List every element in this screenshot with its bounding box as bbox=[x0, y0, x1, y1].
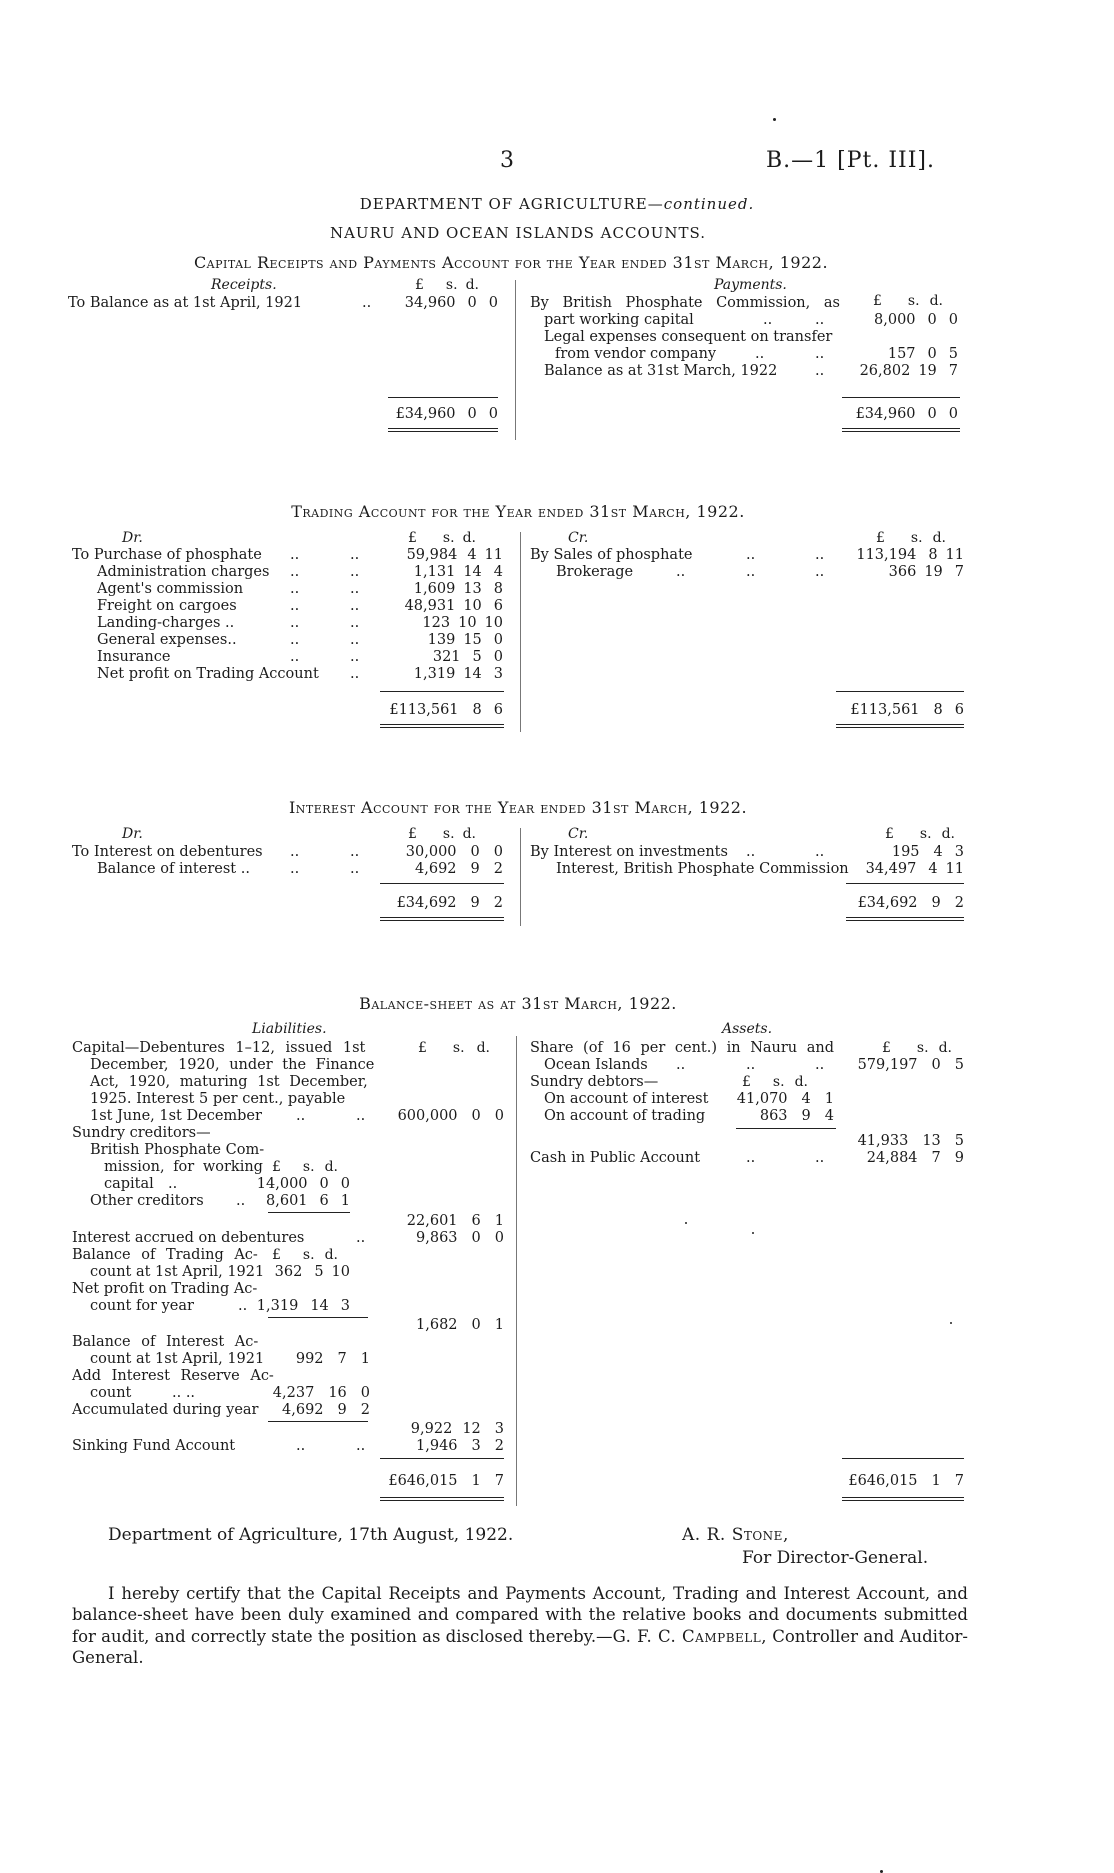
payment-line: Legal expenses consequent on transfer bbox=[544, 329, 833, 345]
liability-amount: 22,601 6 1 bbox=[406, 1213, 504, 1229]
trading-total-left: £113,561 8 6 bbox=[389, 702, 503, 718]
rule bbox=[842, 1497, 964, 1498]
rule bbox=[842, 1500, 964, 1501]
leader-dots: .. bbox=[815, 844, 825, 860]
payment-line: By British Phosphate Commission, as bbox=[530, 295, 840, 311]
rule bbox=[380, 920, 504, 921]
liability-line: count at 1st April, 1921 bbox=[90, 1264, 265, 1280]
liability-line: Accumulated during year bbox=[72, 1402, 259, 1418]
rule bbox=[836, 727, 964, 728]
leader-dots: .. bbox=[676, 564, 686, 580]
debit-amount: 48,931 10 6 bbox=[404, 598, 503, 614]
sub-amount: 4,692 9 2 bbox=[282, 1402, 370, 1418]
sub-amount: 14,000 0 0 bbox=[256, 1176, 350, 1192]
debit-line: General expenses.. bbox=[97, 632, 237, 648]
column-rule bbox=[520, 828, 521, 926]
sub-amount: 362 5 10 bbox=[274, 1264, 350, 1280]
leader-dots: .. bbox=[350, 649, 360, 665]
rule bbox=[380, 724, 504, 725]
debit-amount: 123 10 10 bbox=[422, 615, 503, 631]
leader-dots: .. bbox=[815, 346, 825, 362]
leader-dots: .. bbox=[290, 861, 300, 877]
debit-amount: 1,319 14 3 bbox=[413, 666, 503, 682]
leader-dots: .. bbox=[290, 547, 300, 563]
payments-heading: Payments. bbox=[714, 277, 787, 293]
asset-amount: 24,884 7 9 bbox=[866, 1150, 964, 1166]
credit-heading: Cr. bbox=[568, 826, 589, 842]
interest-total-left: £34,692 9 2 bbox=[396, 895, 503, 911]
payment-line: from vendor company bbox=[555, 346, 717, 362]
department-date: Department of Agriculture, 17th August, 1922. bbox=[108, 1525, 514, 1545]
debit-line: Insurance bbox=[97, 649, 171, 665]
accounts-heading: NAURU AND OCEAN ISLANDS ACCOUNTS. bbox=[329, 224, 707, 242]
liability-line: Balance of Trading Ac- bbox=[72, 1247, 258, 1263]
sub-amount: 4,237 16 0 bbox=[272, 1385, 370, 1401]
rule bbox=[836, 691, 964, 692]
leader-dots: .. bbox=[290, 598, 300, 614]
signer-title: For Director-General. bbox=[742, 1548, 929, 1568]
liability-line: Balance of Interest Ac- bbox=[72, 1334, 259, 1350]
leader-dots: .. bbox=[676, 1057, 686, 1073]
rule bbox=[380, 727, 504, 728]
credit-amount: 113,194 8 11 bbox=[856, 547, 964, 563]
lsd-header-right: £ s. d. bbox=[873, 293, 943, 309]
leader-dots: .. bbox=[356, 1438, 366, 1454]
liability-line: 1st June, 1st December bbox=[90, 1108, 262, 1124]
debit-line: Freight on cargoes bbox=[97, 598, 237, 614]
asset-amount: 41,933 13 5 bbox=[857, 1133, 964, 1149]
rule bbox=[846, 920, 964, 921]
leader-dots: .. bbox=[296, 1108, 306, 1124]
leader-dots: .. bbox=[290, 615, 300, 631]
leader-dots: .. bbox=[815, 312, 825, 328]
sub-amount: 41,070 4 1 bbox=[736, 1091, 834, 1107]
liability-amount: 1,682 0 1 bbox=[416, 1317, 504, 1333]
leader-dots: .. bbox=[236, 1193, 246, 1209]
debit-line: Landing-charges .. bbox=[97, 615, 235, 631]
assets-heading: Assets. bbox=[722, 1021, 773, 1037]
capital-account-title: Capital Receipts and Payments Account for the Year ended 31st March, 1922. bbox=[193, 253, 829, 272]
lsd-subheader: £ s. d. bbox=[272, 1159, 338, 1175]
rule bbox=[388, 397, 498, 398]
debit-amount: 1,131 14 4 bbox=[413, 564, 503, 580]
receipt-amount: 34,960 0 0 bbox=[404, 295, 498, 311]
debit-amount: 139 15 0 bbox=[427, 632, 503, 648]
liability-line: Capital—Debentures 1–12, issued 1st bbox=[72, 1040, 366, 1056]
leader-dots: .. bbox=[755, 346, 765, 362]
asset-line: Sundry debtors— bbox=[530, 1074, 659, 1090]
liability-line: December, 1920, under the Finance bbox=[90, 1057, 375, 1073]
sub-amount: 1,319 14 3 bbox=[256, 1298, 350, 1314]
rule bbox=[842, 1458, 964, 1459]
credit-line: By Interest on investments bbox=[530, 844, 728, 860]
leader-dots: .. bbox=[356, 1230, 366, 1246]
debit-heading: Dr. bbox=[122, 826, 143, 842]
liability-line: Act, 1920, maturing 1st December, bbox=[90, 1074, 368, 1090]
leader-dots: .. bbox=[356, 1108, 366, 1124]
leader-dots: .. bbox=[815, 564, 825, 580]
liability-line: Sinking Fund Account bbox=[72, 1438, 236, 1454]
debit-amount: 30,000 0 0 bbox=[405, 844, 503, 860]
leader-dots: .. bbox=[290, 632, 300, 648]
leader-dots: .. bbox=[350, 666, 360, 682]
speck bbox=[950, 1322, 952, 1324]
interest-total-right: £34,692 9 2 bbox=[857, 895, 964, 911]
debit-line: Administration charges bbox=[97, 564, 270, 580]
debit-line: Net profit on Trading Account bbox=[97, 666, 319, 682]
lsd-header-left: £ s. d. bbox=[408, 530, 476, 546]
leader-dots: .. bbox=[350, 564, 360, 580]
leader-dots: .. bbox=[290, 844, 300, 860]
leader-dots: .. bbox=[746, 547, 756, 563]
payment-line: part working capital bbox=[544, 312, 694, 328]
liability-line: 1925. Interest 5 per cent., payable bbox=[90, 1091, 346, 1107]
credit-heading: Cr. bbox=[568, 530, 589, 546]
rule bbox=[846, 883, 964, 884]
leader-dots: .. bbox=[746, 1057, 756, 1073]
liability-amount: 9,863 0 0 bbox=[416, 1230, 504, 1246]
interest-account-title: Interest Account for the Year ended 31st March, 1922. bbox=[288, 798, 748, 817]
credit-line: By Sales of phosphate bbox=[530, 547, 693, 563]
rule bbox=[842, 428, 960, 429]
leader-dots: .. bbox=[815, 547, 825, 563]
payment-line: Balance as at 31st March, 1922 bbox=[544, 363, 778, 379]
credit-line: Brokerage bbox=[556, 564, 634, 580]
lsd-header-right: £ s. d. bbox=[876, 530, 946, 546]
receipts-heading: Receipts. bbox=[211, 277, 277, 293]
credit-amount: 34,497 4 11 bbox=[865, 861, 964, 877]
liability-amount: 600,000 0 0 bbox=[397, 1108, 504, 1124]
balance-sheet-title: Balance-sheet as at 31st March, 1922. bbox=[359, 994, 677, 1013]
liability-line: count at 1st April, 1921 bbox=[90, 1351, 265, 1367]
leader-dots: .. bbox=[350, 547, 360, 563]
leader-dots: .. bbox=[746, 564, 756, 580]
leader-dots: .. bbox=[362, 295, 372, 311]
asset-line: On account of trading bbox=[544, 1108, 706, 1124]
leader-dots: .. .. bbox=[172, 1385, 196, 1401]
leader-dots: .. bbox=[350, 598, 360, 614]
leader-dots: .. bbox=[763, 312, 773, 328]
rule bbox=[380, 1497, 504, 1498]
liabilities-heading: Liabilities. bbox=[252, 1021, 327, 1037]
leader-dots: .. bbox=[815, 363, 825, 379]
payment-amount: 8,000 0 0 bbox=[874, 312, 958, 328]
rule bbox=[842, 397, 960, 398]
capital-total-right: £34,960 0 0 bbox=[855, 406, 958, 422]
leader-dots: .. bbox=[350, 861, 360, 877]
sub-amount: 992 7 1 bbox=[295, 1351, 370, 1367]
leader-dots: .. bbox=[290, 564, 300, 580]
column-rule bbox=[520, 532, 521, 732]
asset-line: Cash in Public Account bbox=[530, 1150, 701, 1166]
debit-amount: 321 5 0 bbox=[432, 649, 503, 665]
rule bbox=[836, 724, 964, 725]
receipt-line: To Balance as at 1st April, 1921 bbox=[68, 295, 303, 311]
leader-dots: .. bbox=[296, 1438, 306, 1454]
leader-dots: .. bbox=[746, 844, 756, 860]
credit-amount: 366 19 7 bbox=[888, 564, 964, 580]
liability-line: Add Interest Reserve Ac- bbox=[72, 1368, 274, 1384]
department-heading: DEPARTMENT OF AGRICULTURE—continued. bbox=[359, 195, 755, 213]
liability-line: count bbox=[90, 1385, 132, 1401]
audit-certificate: I hereby certify that the Capital Receipts and Payments Account, Trading and Interest Account, and balance-sheet have been duly examined and compared with the relative books and documents submitted for audit, and correctly state the position as disclosed thereby.—G. F. C. Campbell, Controller and Auditor-General. bbox=[72, 1584, 968, 1668]
leader-dots: .. bbox=[350, 581, 360, 597]
credit-line: Interest, British Phosphate Commission bbox=[556, 861, 849, 877]
rule bbox=[380, 691, 504, 692]
liability-line: Other creditors bbox=[90, 1193, 204, 1209]
rule bbox=[268, 1421, 368, 1422]
rule bbox=[380, 1500, 504, 1501]
leader-dots: .. bbox=[290, 581, 300, 597]
debit-line: To Purchase of phosphate bbox=[72, 547, 262, 563]
leader-dots: .. bbox=[290, 649, 300, 665]
liability-amount: 9,922 12 3 bbox=[410, 1421, 504, 1437]
debit-line: Agent's commission bbox=[97, 581, 244, 597]
leader-dots: .. bbox=[350, 615, 360, 631]
lsd-header-right: £ s. d. bbox=[885, 826, 955, 842]
capital-total-left: £34,960 0 0 bbox=[395, 406, 498, 422]
liability-line: count for year bbox=[90, 1298, 194, 1314]
liability-line: mission, for working bbox=[104, 1159, 263, 1175]
asset-line: On account of interest bbox=[544, 1091, 709, 1107]
column-rule bbox=[516, 1036, 517, 1506]
leader-dots: .. bbox=[815, 1150, 825, 1166]
leader-dots: .. bbox=[238, 1298, 248, 1314]
debit-amount: 4,692 9 2 bbox=[415, 861, 503, 877]
leader-dots: .. bbox=[746, 1150, 756, 1166]
rule bbox=[846, 917, 964, 918]
sub-amount: 863 9 4 bbox=[759, 1108, 834, 1124]
rule bbox=[380, 917, 504, 918]
leader-dots: .. bbox=[168, 1176, 178, 1192]
speck bbox=[773, 118, 776, 121]
asset-amount: 579,197 0 5 bbox=[857, 1057, 964, 1073]
liability-line: Interest accrued on debentures bbox=[72, 1230, 305, 1246]
lsd-header-right: £ s. d. bbox=[882, 1040, 952, 1056]
debit-amount: 1,609 13 8 bbox=[413, 581, 503, 597]
rule bbox=[380, 883, 504, 884]
speck bbox=[685, 1222, 687, 1224]
leader-dots: .. bbox=[350, 632, 360, 648]
liability-line: Net profit on Trading Ac- bbox=[72, 1281, 258, 1297]
lsd-subheader: £ s. d. bbox=[742, 1074, 808, 1090]
sub-amount: 8,601 6 1 bbox=[266, 1193, 350, 1209]
signer-name: A. R. Stone, bbox=[682, 1525, 789, 1545]
asset-line: Ocean Islands bbox=[544, 1057, 648, 1073]
lsd-subheader: £ s. d. bbox=[272, 1247, 338, 1263]
trading-account-title: Trading Account for the Year ended 31st March, 1922. bbox=[291, 502, 745, 521]
liability-line: capital bbox=[104, 1176, 154, 1192]
rule bbox=[268, 1317, 368, 1318]
balance-total-left: £646,015 1 7 bbox=[388, 1473, 504, 1489]
rule bbox=[268, 1212, 350, 1213]
speck bbox=[752, 1232, 754, 1234]
balance-total-right: £646,015 1 7 bbox=[848, 1473, 964, 1489]
leader-dots: .. bbox=[815, 1057, 825, 1073]
rule bbox=[380, 1458, 504, 1459]
credit-amount: 195 4 3 bbox=[891, 844, 964, 860]
payment-amount: 26,802 19 7 bbox=[859, 363, 958, 379]
rule bbox=[388, 428, 498, 429]
liability-line: Sundry creditors— bbox=[72, 1125, 211, 1141]
asset-line: Share (of 16 per cent.) in Nauru and bbox=[530, 1040, 835, 1056]
lsd-header-left: £ s. d. bbox=[418, 1040, 490, 1056]
liability-line: British Phosphate Com- bbox=[90, 1142, 265, 1158]
column-rule bbox=[515, 280, 516, 440]
rule bbox=[842, 431, 960, 432]
trading-total-right: £113,561 8 6 bbox=[850, 702, 964, 718]
liability-amount: 1,946 3 2 bbox=[416, 1438, 504, 1454]
document-reference: B.—1 [Pt. III]. bbox=[766, 148, 936, 173]
rule bbox=[388, 431, 498, 432]
rule bbox=[736, 1128, 836, 1129]
leader-dots: .. bbox=[350, 844, 360, 860]
page-number: 3 bbox=[500, 148, 514, 173]
lsd-header-left: £ s. d. bbox=[408, 826, 476, 842]
payment-amount: 157 0 5 bbox=[887, 346, 958, 362]
lsd-header-left: £ s. d. bbox=[415, 277, 479, 293]
debit-amount: 59,984 4 11 bbox=[406, 547, 503, 563]
debit-line: Balance of interest .. bbox=[97, 861, 250, 877]
debit-heading: Dr. bbox=[122, 530, 143, 546]
debit-line: To Interest on debentures bbox=[72, 844, 263, 860]
